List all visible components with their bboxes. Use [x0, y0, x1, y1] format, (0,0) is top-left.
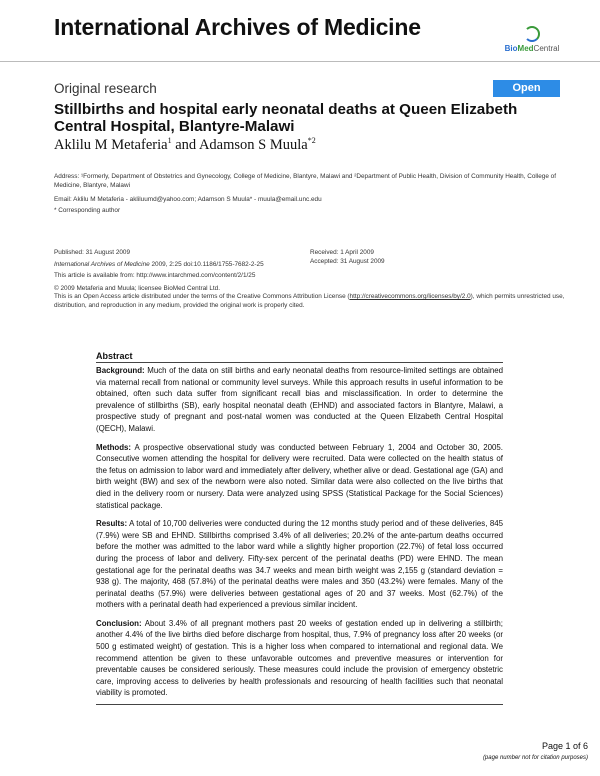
logo-med: Med — [517, 44, 534, 53]
article-title: Stillbirths and hospital early neonatal deaths at Queen Elizabeth Central Hospital, Blantyre-Malawi — [54, 101, 518, 135]
header-divider — [0, 61, 600, 62]
abstract-methods — [96, 442, 503, 512]
citation-journal: International Archives of Medicine — [54, 261, 150, 268]
abstract-heading: Abstract — [96, 351, 503, 363]
address: Address: ¹Formerly, Department of Obstetrics and Gynecology, College of Medicine, Blantyre, Malawi and ²Department of Public Health, Division of Community Health, College of Medicine, Blantyre, Malawi — [54, 173, 556, 189]
received-date: Received: 1 April 2009 — [310, 249, 374, 256]
article-url: This article is available from: http://www.intarchmed.com/content/2/1/25 — [54, 272, 256, 279]
abstract-background — [96, 365, 503, 435]
email: Email: Aklilu M Metaferia - akliluumd@yahoo.com; Adamson S Muula* - muula@email.unc.edu — [54, 196, 322, 203]
abstract — [96, 351, 503, 705]
citation-details: 2009, 2:25 doi:10.1186/1755-7682-2-25 — [149, 261, 264, 268]
copyright: © 2009 Metaferia and Muula; licensee BioMed Central Ltd. — [54, 285, 220, 292]
abstract-text: About 3.4% of all pregnant mothers past 20 weeks of gestation ended up in delivering a stillbirth; another 4.4% of the live births died before discharge from hospital, thus, 7.9% of pregnancy loss after 20 weeks (or 500 g estimated weight) of gestation. This is a higher loss when compared to international and regional data. We recommend attention be given to these unfavorable outcomes and preventive measures or intervention for preventable causes be considered seriously. These measures could include the provision of emergency obstetric care, improving access to deliveries by health professionals and resourcing of health facilities such that neonatal viability is promoted. — [96, 618, 503, 698]
abstract-label: Conclusion: — [96, 618, 142, 628]
author-1-affiliation: 1 — [167, 136, 172, 145]
journal-title: International Archives of Medicine — [54, 14, 421, 40]
accepted-date: Accepted: 31 August 2009 — [310, 258, 385, 265]
abstract-text: A prospective observational study was conducted between February 1, 2004 and October 30, 2005. Consecutive women attending the hospital for delivery were recruited. Data were collected on the health status of the fetus on admission to labor ward and immediately after delivery, whether alive or dead. Gestational age (GA) and birth weight (BW) and sex of the newborn were also noted. Similar data were also collected on the live births that died in the delivery room or nursery. Data were analyzed using SPSS (Statistical Package for the Social Sciences) statistical package. — [96, 442, 503, 510]
published-date: Published: 31 August 2009 — [54, 249, 131, 256]
authors — [54, 136, 316, 154]
abstract-results — [96, 518, 503, 611]
abstract-text: A total of 10,700 deliveries were conducted during the 12 months study period and of these deliveries, 845 (7.9%) were SB and EHND. Stillbirths comprised 3.4% of all deliveries; 20.2% of the ante-partum deaths occurred before the mother was admitted to the labor ward while a slightly higher proportion (22.7%) of fetal loss occurred during the process of labor and delivery. Fifty-sex percent of the perinatal deaths (PD) were EHND. The mean gestational age for the perinatal deaths was 34.7 weeks and mean birth weight was 2,155 g (standard deviation = 938 g). The majority, 468 (57.8%) of the perinatal deaths were males and 350 (43.2%) were females. Many of the perinatal deaths (57.9%) were deliveries between gestational ages of 20 and 37 weeks. Most (62.7%) of the mothers with a perinatal death had experienced a previous similar incident. — [96, 519, 503, 610]
abstract-label: Methods: — [96, 442, 132, 452]
open-access-badge: Open Access — [493, 80, 560, 97]
page-number: Page 1 of 6 — [541, 741, 588, 751]
abstract-label: Results: — [96, 519, 128, 529]
author-2: Adamson S Muula — [198, 136, 308, 153]
logo-bio: Bio — [504, 44, 518, 53]
article-section: Original research — [54, 81, 157, 96]
corresponding-author: * Corresponding author — [54, 207, 121, 214]
license-text-end: ), which permits unrestricted use, distribution, and reproduction in any medium, provided the original work is properly cited. — [54, 293, 565, 309]
license-text: This is an Open Access article distributed under the terms of the Creative Commons Attribution License ( — [54, 293, 350, 300]
abstract-label: Background: — [96, 366, 145, 375]
logo-ring-icon — [524, 26, 540, 42]
page-number-note: (page number not for citation purposes) — [482, 755, 588, 761]
biomed-central-logo — [497, 26, 567, 53]
authors-conjunction: and — [171, 136, 199, 153]
author-1: Aklilu M Metaferia — [54, 136, 168, 153]
citation — [54, 260, 264, 269]
author-2-affiliation: *2 — [307, 136, 316, 145]
license — [54, 292, 574, 310]
abstract-text: Much of the data on still births and early neonatal deaths from resource-limited settings are obtained via maternal recall from national or community level surveys. While this approach results in useful information to be obtained, often such data suffer from significant recall bias and misclassification. In order to determine the prevalence of stillbirths (SB), early hospital neonatal death (EHND) and associated factors in Blantyre, Malawi, a prospective study of pregnant and post-natal women was conducted at the Queen Elizabeth Central Hospital (QECH), Malawi. — [96, 366, 503, 433]
abstract-conclusion — [96, 618, 503, 699]
logo-central: Central — [533, 44, 560, 53]
abstract-bottom-rule — [96, 704, 503, 705]
license-link[interactable]: http://creativecommons.org/licenses/by/2.0 — [349, 293, 471, 300]
